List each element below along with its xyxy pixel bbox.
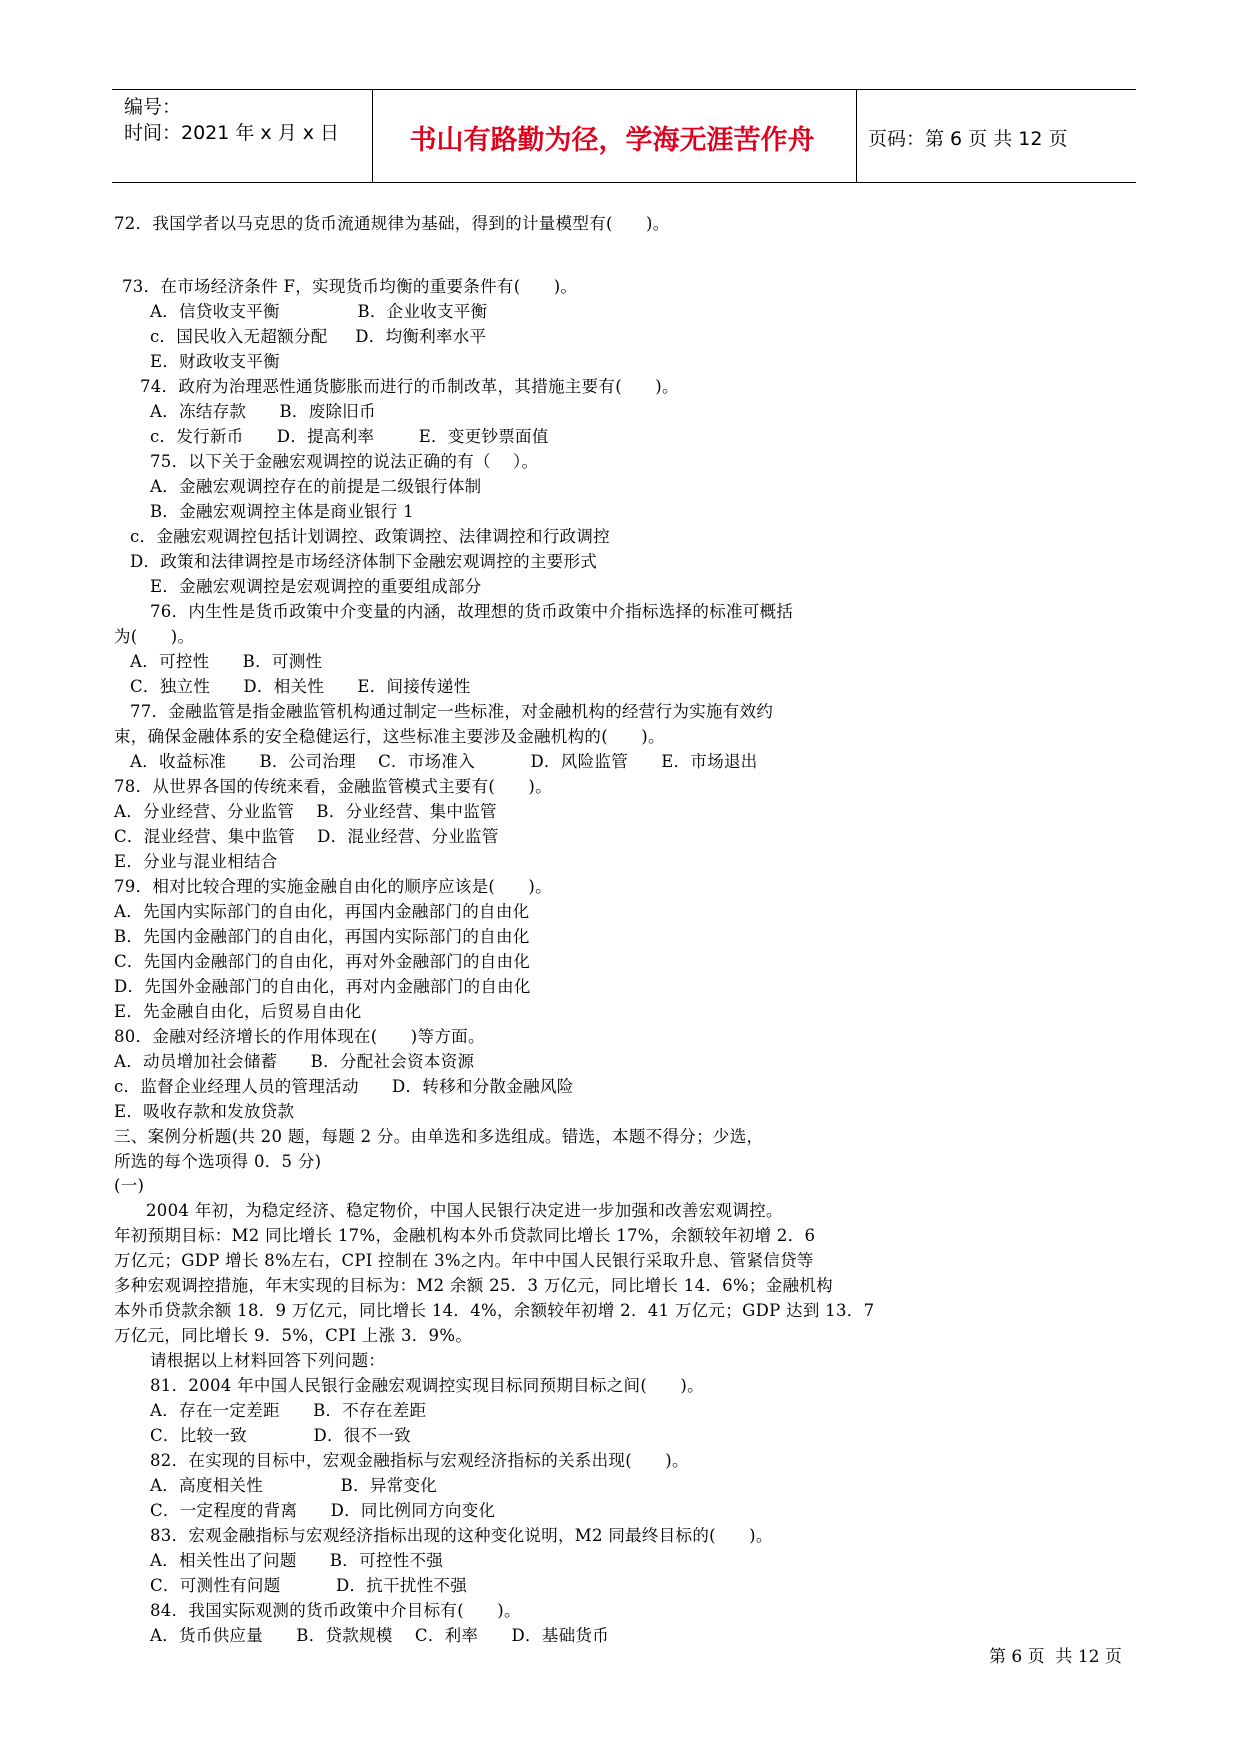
- text-line: 多种宏观调控措施，年末实现的目标为：M2 余额 25．3 万亿元，同比增长 14．6%；金融机构: [114, 1276, 833, 1295]
- text-line: 72．我国学者以马克思的货币流通规律为基础，得到的计量模型有( )。: [114, 214, 670, 233]
- text-line: 77．金融监管是指金融监管机构通过制定一些标准，对金融机构的经营行为实施有效约: [130, 702, 774, 721]
- text-line: 所选的每个选项得 0．5 分): [114, 1152, 322, 1171]
- text-line: D．政策和法律调控是市场经济体制下金融宏观调控的主要形式: [130, 552, 598, 571]
- text-line: 81．2004 年中国人民银行金融宏观调控实现目标同预期目标之间( )。: [150, 1376, 704, 1395]
- page-footer: 第 6 页 共 12 页: [989, 1647, 1122, 1667]
- text-line: 2004 年初，为稳定经济、稳定物价，中国人民银行决定进一步加强和改善宏观调控。: [146, 1201, 783, 1220]
- text-line: E．吸收存款和发放贷款: [114, 1102, 295, 1121]
- text-line: C．独立性 D．相关性 E．间接传递性: [130, 677, 471, 696]
- text-line: A．先国内实际部门的自由化，再国内金融部门的自由化: [114, 902, 530, 921]
- text-line: 78．从世界各国的传统来看，金融监管模式主要有( )。: [114, 777, 552, 796]
- text-line: (一): [114, 1176, 145, 1195]
- text-line: 万亿元；GDP 增长 8%左右，CPI 控制在 3%之内。年中中国人民银行采取升息、管紧信贷等: [114, 1251, 814, 1270]
- text-line: 本外币贷款余额 18．9 万亿元，同比增长 14．4%，余额较年初增 2．41 万亿元；GDP 达到 13．7: [114, 1301, 875, 1320]
- text-line: C．一定程度的背离 D．同比例同方向变化: [150, 1501, 496, 1520]
- text-line: 年初预期目标：M2 同比增长 17%，金融机构本外币贷款同比增长 17%，余额较年初增 2．6: [114, 1226, 816, 1245]
- text-line: 80．金融对经济增长的作用体现在( )等方面。: [114, 1027, 485, 1046]
- text-line: 73．在市场经济条件 F，实现货币均衡的重要条件有( )。: [122, 277, 578, 296]
- text-line: A．冻结存款 B．废除旧币: [150, 402, 376, 421]
- text-line: A．金融宏观调控存在的前提是二级银行体制: [150, 477, 482, 496]
- header-motto: 书山有路勤为径，学海无涯苦作舟: [409, 125, 815, 156]
- text-line: D．先国外金融部门的自由化，再对内金融部门的自由化: [114, 977, 531, 996]
- text-line: c．国民收入无超额分配 D．均衡利率水平: [150, 327, 487, 346]
- text-line: 76．内生性是货币政策中介变量的内涵，故理想的货币政策中介指标选择的标准可概括: [150, 602, 794, 621]
- text-line: 82．在实现的目标中，宏观金融指标与宏观经济指标的关系出现( )。: [150, 1451, 689, 1470]
- text-line: A．信贷收支平衡 B．企业收支平衡: [150, 302, 488, 321]
- text-line: C．先国内金融部门的自由化，再对外金融部门的自由化: [114, 952, 531, 971]
- text-line: A．高度相关性 B．异常变化: [150, 1476, 438, 1495]
- text-line: E．先金融自由化，后贸易自由化: [114, 1002, 362, 1021]
- text-line: 79．相对比较合理的实施金融自由化的顺序应该是( )。: [114, 877, 552, 896]
- text-line: E．分业与混业相结合: [114, 852, 278, 871]
- text-line: 为( )。: [114, 627, 195, 646]
- text-line: A．相关性出了问题 B．可控性不强: [150, 1551, 444, 1570]
- text-line: C．混业经营、集中监管 D．混业经营、分业监管: [114, 827, 499, 846]
- text-line: E．财政收支平衡: [150, 352, 280, 371]
- header-page-info: 页码：第 6 页 共 12 页: [868, 128, 1068, 150]
- text-line: A．可控性 B．可测性: [130, 652, 323, 671]
- text-line: c．发行新币 D．提高利率 E．变更钞票面值: [150, 427, 549, 446]
- text-line: A．分业经营、分业监管 B．分业经营、集中监管: [114, 802, 497, 821]
- text-line: C．可测性有问题 D．抗干扰性不强: [150, 1576, 468, 1595]
- text-line: A．收益标准 B．公司治理 C．市场准入 D．风险监管 E．市场退出: [130, 752, 758, 771]
- text-line: B．先国内金融部门的自由化，再国内实际部门的自由化: [114, 927, 530, 946]
- text-line: C．比较一致 D．很不一致: [150, 1426, 411, 1445]
- text-line: 84．我国实际观测的货币政策中介目标有( )。: [150, 1601, 521, 1620]
- text-line: 74．政府为治理恶性通货膨胀而进行的币制改革，其措施主要有( )。: [140, 377, 679, 396]
- text-line: 83．宏观金融指标与宏观经济指标出现的这种变化说明，M2 同最终目标的( )。: [150, 1526, 773, 1545]
- text-line: 三、案例分析题(共 20 题，每题 2 分。由单选和多选组成。错选，本题不得分；少选，: [114, 1127, 764, 1146]
- text-line: A．货币供应量 B．贷款规模 C．利率 D．基础货币: [150, 1626, 610, 1645]
- serial-label: 编号：: [124, 96, 182, 118]
- text-line: 束，确保金融体系的安全稳健运行，这些标准主要涉及金融机构的( )。: [114, 727, 665, 746]
- text-line: 请根据以上材料回答下列问题：: [150, 1351, 386, 1370]
- text-line: c．监督企业经理人员的管理活动 D．转移和分散金融风险: [114, 1077, 574, 1096]
- text-line: 75．以下关于金融宏观调控的说法正确的有（ ）。: [150, 452, 539, 471]
- text-line: c．金融宏观调控包括计划调控、政策调控、法律调控和行政调控: [130, 527, 610, 546]
- text-line: A．动员增加社会储蓄 B．分配社会资本资源: [114, 1052, 475, 1071]
- text-line: E．金融宏观调控是宏观调控的重要组成部分: [150, 577, 482, 596]
- text-line: A．存在一定差距 B．不存在差距: [150, 1401, 427, 1420]
- text-line: 万亿元，同比增长 9．5%，CPI 上涨 3．9%。: [114, 1326, 473, 1345]
- time-label: 时间：2021 年 x 月 x 日: [124, 122, 340, 144]
- text-line: B．金融宏观调控主体是商业银行 1: [150, 502, 414, 521]
